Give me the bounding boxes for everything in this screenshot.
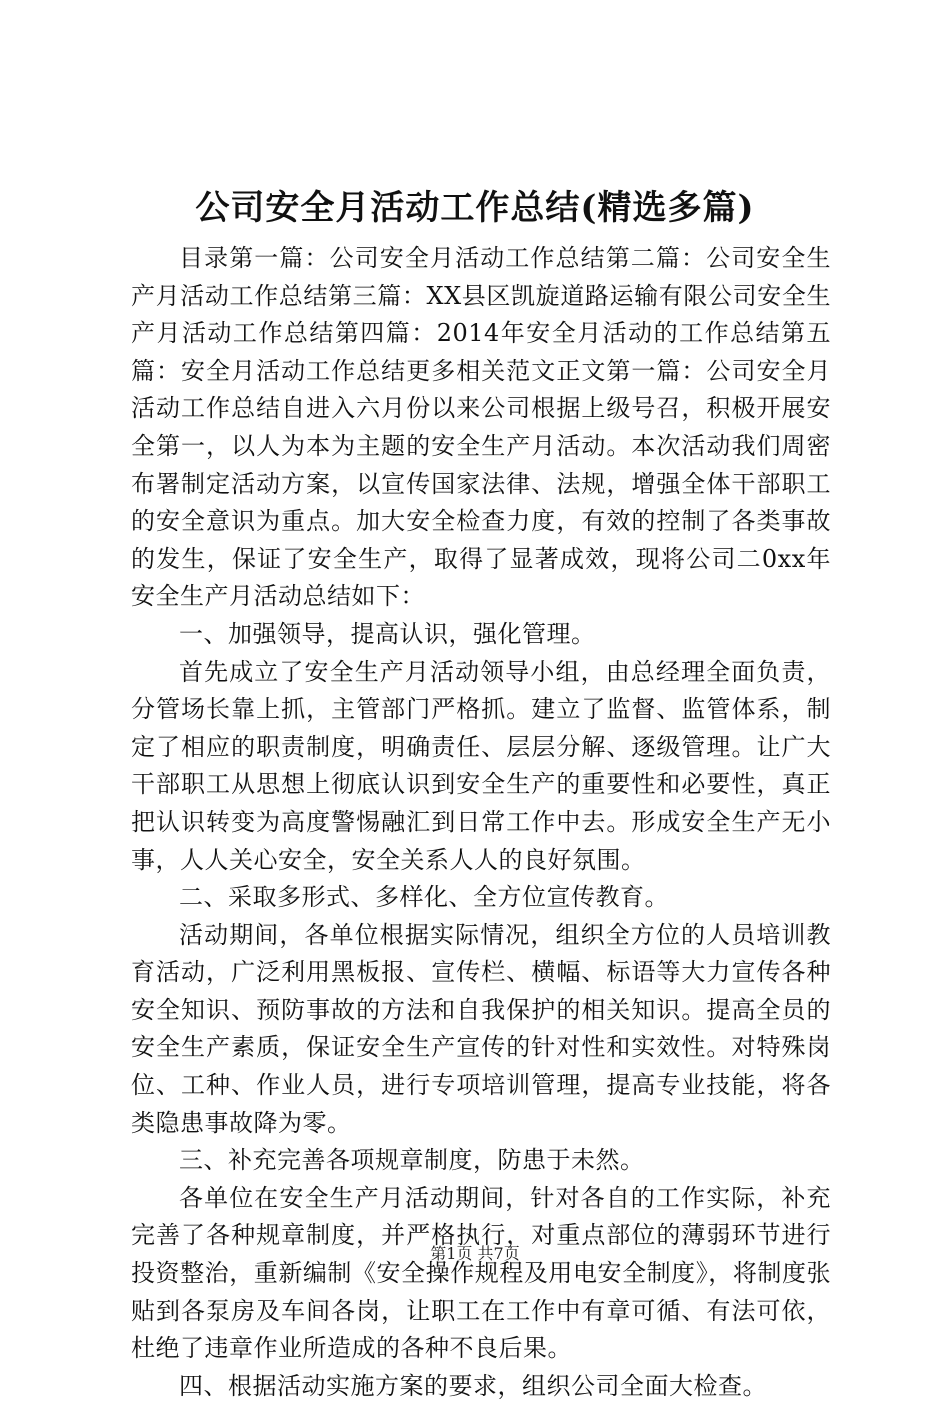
paragraph-section-3: 各单位在安全生产月活动期间，针对各自的工作实际，补充完善了各种规章制度，并严格执行，对重点部位的薄弱环节进行投资整治，重新编制《安全操作规程及用电安全制度》，将制度张贴到各泵房及车间各岗，让职工在工作中有章可循、有法可依，杜绝了违章作业所造成的各种不良后果。 xyxy=(131,1183,831,1363)
paragraph-section-1: 首先成立了安全生产月活动领导小组，由总经理全面负责，分管场长靠上抓，主管部门严格抓。建立了监督、监管体系，制定了相应的职责制度，明确责任、层层分解、逐级管理。让广大干部职工从思想上彻底认识到安全生产的重要性和必要性，真正把认识转变为高度警惕融汇到日常工作中去。形成安全生产无小事，人人关心安全，安全关系人人的良好氛围。 xyxy=(131,657,831,874)
section-heading-3: 三、补充完善各项规章制度，防患于未然。 xyxy=(179,1146,645,1175)
document-title: 公司安全月活动工作总结(精选多篇) xyxy=(195,188,755,228)
section-heading-2: 二、采取多形式、多样化、全方位宣传教育。 xyxy=(179,883,669,912)
section-heading-4: 四、根据活动实施方案的要求，组织公司全面大检查。 xyxy=(179,1371,767,1400)
section-heading-1: 一、加强领导，提高认识，强化管理。 xyxy=(179,619,596,648)
paragraph-section-2: 活动期间，各单位根据实际情况，组织全方位的人员培训教育活动，广泛利用黑板报、宣传栏、横幅、标语等大力宣传各种安全知识、预防事故的方法和自我保护的相关知识。提高全员的安全生产素质，保证安全生产宣传的针对性和实效性。对特殊岗位、工种、作业人员，进行专项培训管理，提高专业技能，将各类隐患事故降为零。 xyxy=(131,920,831,1137)
page-number-footer: 第1页 共7页 xyxy=(430,1244,520,1263)
paragraph-intro: 目录第一篇：公司安全月活动工作总结第二篇：公司安全生产月活动工作总结第三篇：XX县区凯旋道路运输有限公司安全生产月活动工作总结第四篇：2014年安全月活动的工作总结第五篇：安全月活动工作总结更多相关范文正文第一篇：公司安全月活动工作总结自进入六月份以来公司根据上级号召，积极开展安全第一，以人为本为主题的安全生产月活动。本次活动我们周密布署制定活动方案，以宣传国家法律、法规，增强全体干部职工的安全意识为重点。加大安全检查力度，有效的控制了各类事故的发生，保证了安全生产，取得了显著成效，现将公司二0xx年安全生产月活动总结如下： xyxy=(131,244,831,611)
document-body xyxy=(131,240,831,1405)
